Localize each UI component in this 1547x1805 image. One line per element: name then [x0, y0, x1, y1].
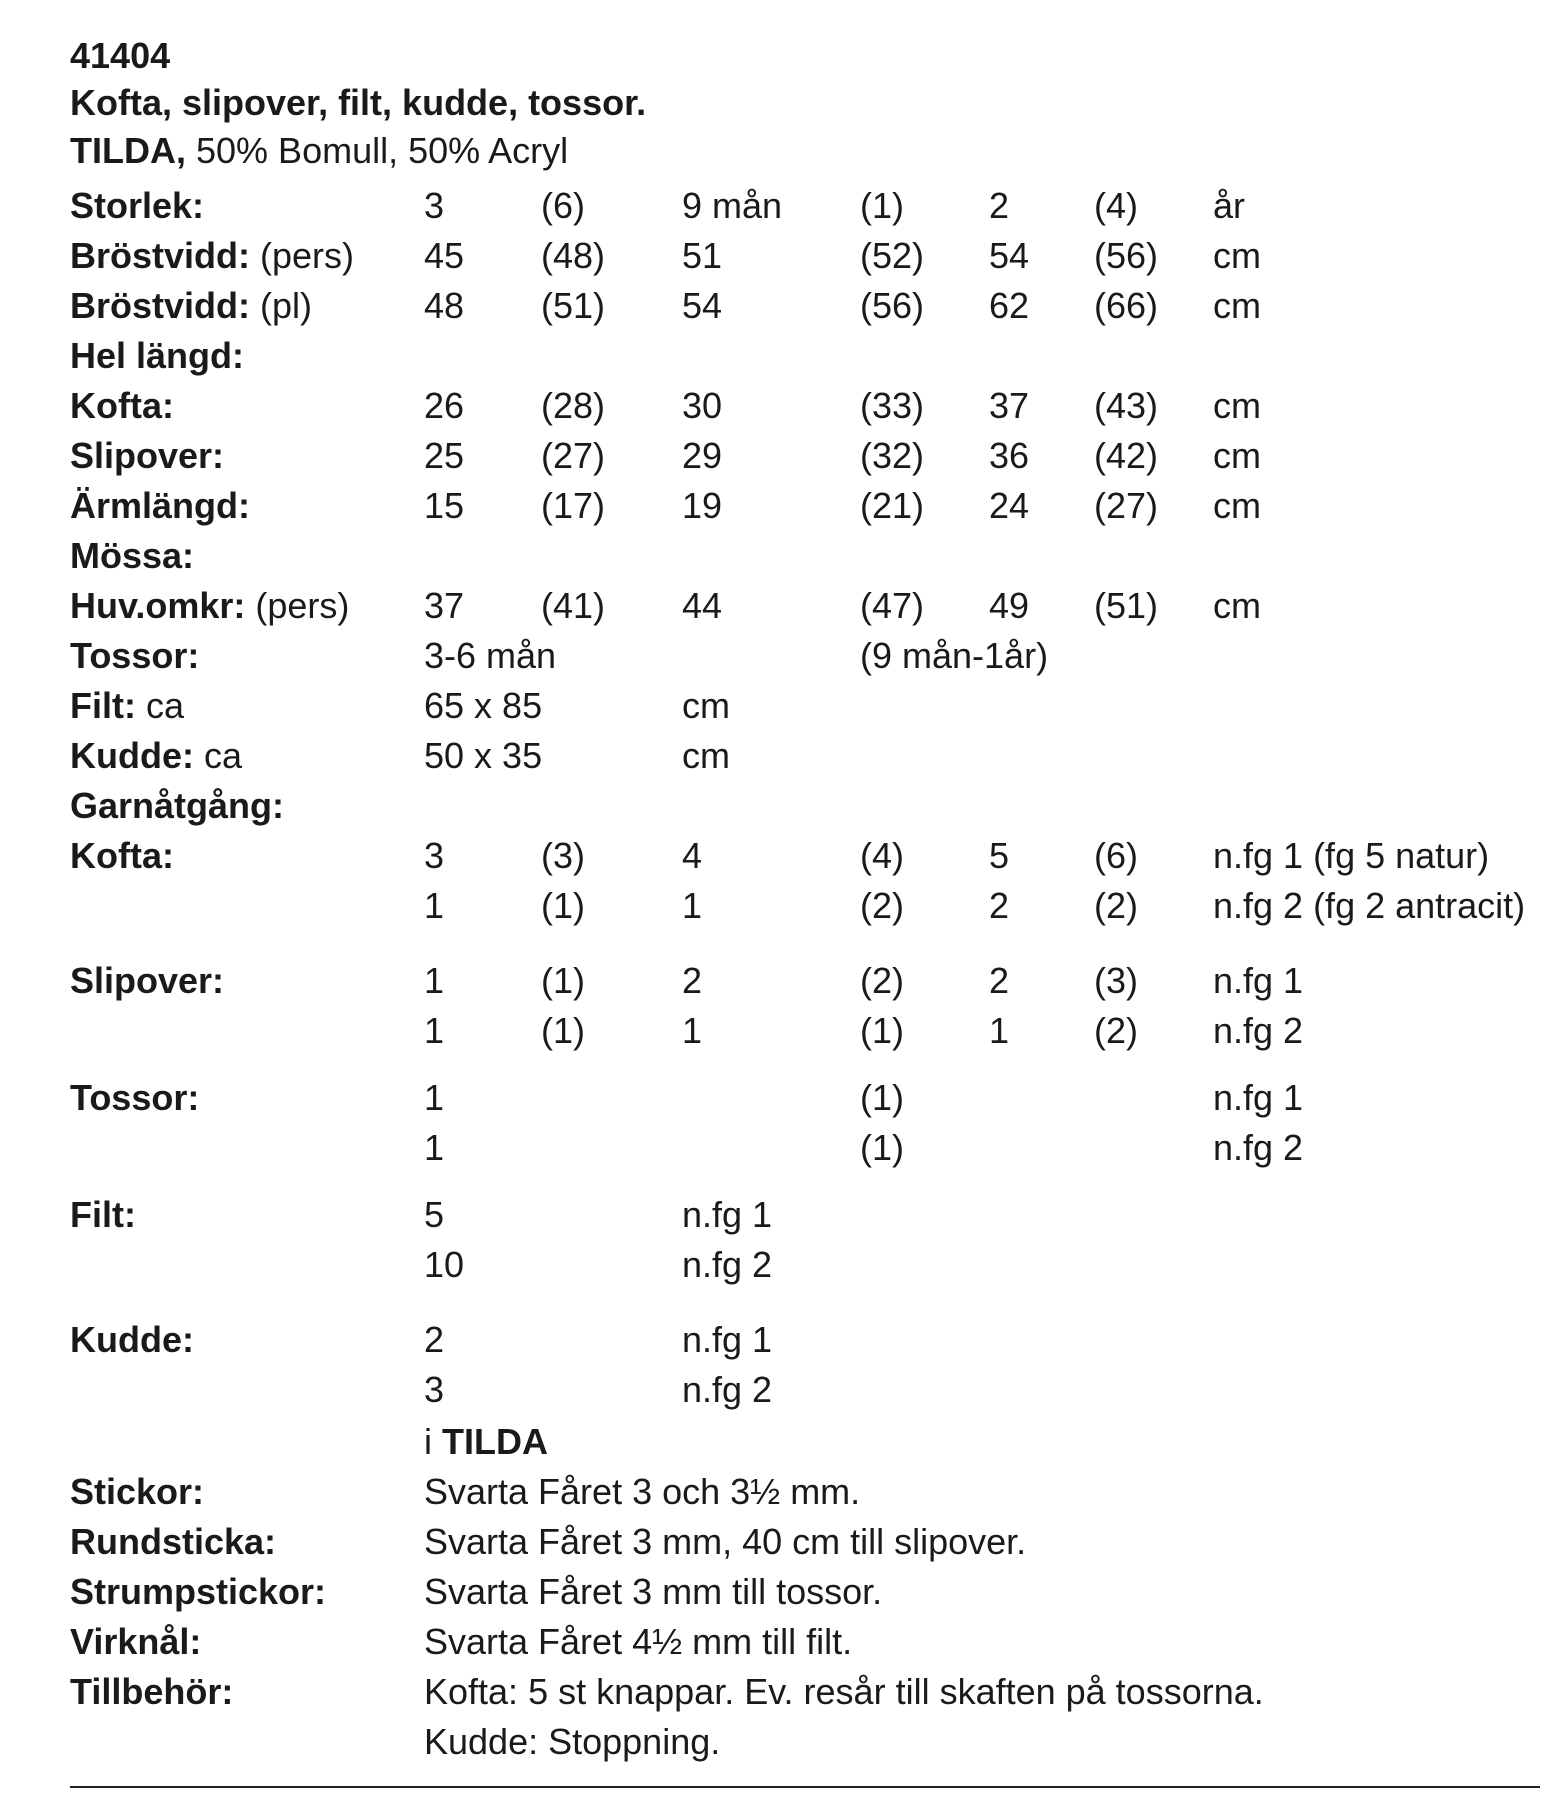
- yarn-label-tossor: Tossor:: [70, 1077, 200, 1118]
- yarn-cell: 5: [989, 835, 1010, 876]
- yarn-color: n.fg 1: [1213, 1077, 1304, 1118]
- row-label-brostvidd-pl: Bröstvidd: (pl): [70, 285, 313, 326]
- size-cell: 37: [424, 585, 465, 626]
- row-label-huvomkr: Huv.omkr: (pers): [70, 585, 350, 626]
- row-label-garnatgang: Garnåtgång:: [70, 785, 285, 826]
- size-cell: 51: [682, 235, 723, 276]
- yarn-label-kudde: Kudde:: [70, 1319, 194, 1360]
- yarn-cell: 1: [424, 1077, 445, 1118]
- yarn-cell: 2: [989, 960, 1010, 1001]
- bottom-rule: [70, 1786, 1540, 1788]
- yarn-cell: 1: [682, 885, 703, 926]
- size-cell: (27): [541, 435, 606, 476]
- yarn-cell: (1): [860, 1127, 904, 1168]
- size-cell: 19: [682, 485, 723, 526]
- size-cell: 49: [989, 585, 1030, 626]
- yarn-color: n.fg 2: [1213, 1010, 1304, 1051]
- yarn-color: n.fg 1: [1213, 960, 1304, 1001]
- yarn-cell: 1: [424, 960, 445, 1001]
- unit-cell: cm: [682, 685, 730, 726]
- size-cell: (47): [860, 585, 925, 626]
- unit-cell: cm: [1213, 285, 1261, 326]
- size-cell: 15: [424, 485, 465, 526]
- yarn-cell: (3): [541, 835, 585, 876]
- size-cell: (4): [1094, 185, 1138, 226]
- row-label-storlek: Storlek:: [70, 185, 205, 226]
- yarn-line: [70, 130, 569, 171]
- yarn-cell: (1): [541, 960, 585, 1001]
- yarn-cell: (2): [1094, 1010, 1138, 1051]
- yarn-color: n.fg 2: [682, 1244, 773, 1285]
- yarn-color: n.fg 1: [682, 1319, 773, 1360]
- size-cell: 26: [424, 385, 465, 426]
- yarn-cell: 4: [682, 835, 703, 876]
- size-cell: 65 x 85: [424, 685, 543, 726]
- yarn-cell: (4): [860, 835, 904, 876]
- row-label-hel-langd: Hel längd:: [70, 335, 245, 376]
- yarn-color: n.fg 2 (fg 2 antracit): [1213, 885, 1526, 926]
- pattern-number: 41404: [70, 35, 171, 76]
- size-cell: 45: [424, 235, 465, 276]
- size-cell: 25: [424, 435, 465, 476]
- yarn-cell: 1: [424, 1127, 445, 1168]
- tool-label-virknal: Virknål:: [70, 1621, 202, 1662]
- row-label-kofta: Kofta:: [70, 385, 174, 426]
- row-label-filt: Filt: ca: [70, 685, 185, 726]
- size-cell: (41): [541, 585, 606, 626]
- yarn-cell: (1): [860, 1010, 904, 1051]
- yarn-cell: (1): [860, 1077, 904, 1118]
- row-label-armlangd: Ärmlängd:: [70, 485, 250, 526]
- size-cell: 3: [424, 185, 445, 226]
- yarn-color: n.fg 1: [682, 1194, 773, 1235]
- size-cell: (56): [1094, 235, 1159, 276]
- tool-text: Kofta: 5 st knappar. Ev. resår till skaften på tossorna.: [424, 1671, 1264, 1712]
- size-cell: (1): [860, 185, 904, 226]
- size-cell: 62: [989, 285, 1030, 326]
- yarn-cell: (3): [1094, 960, 1138, 1001]
- size-cell: (21): [860, 485, 925, 526]
- row-label-mossa: Mössa:: [70, 535, 195, 576]
- yarn-cell: 1: [989, 1010, 1010, 1051]
- tool-label-tillbehor: Tillbehör:: [70, 1671, 234, 1712]
- tool-label-stickor: Stickor:: [70, 1471, 205, 1512]
- unit-cell: cm: [1213, 235, 1261, 276]
- size-cell: 44: [682, 585, 723, 626]
- size-cell: 48: [424, 285, 465, 326]
- size-cell: 37: [989, 385, 1030, 426]
- tool-text: Kudde: Stoppning.: [424, 1721, 721, 1762]
- yarn-cell: 10: [424, 1244, 465, 1285]
- yarn-cell: 1: [424, 885, 445, 926]
- row-label-brostvidd-pers: Bröstvidd: (pers): [70, 235, 355, 276]
- tool-label-strumpstickor: Strumpstickor:: [70, 1571, 327, 1612]
- size-cell: 2: [989, 185, 1010, 226]
- yarn-color: n.fg 2: [1213, 1127, 1304, 1168]
- unit-cell: cm: [1213, 435, 1261, 476]
- size-cell: (51): [1094, 585, 1159, 626]
- yarn-color: n.fg 2: [682, 1369, 773, 1410]
- tool-text: Svarta Fåret 3 och 3½ mm.: [424, 1471, 861, 1512]
- yarn-cell: 5: [424, 1194, 445, 1235]
- unit-cell: cm: [1213, 585, 1261, 626]
- yarn-cell: 2: [682, 960, 703, 1001]
- size-cell: (6): [541, 185, 585, 226]
- size-cell: (51): [541, 285, 606, 326]
- yarn-label-filt: Filt:: [70, 1194, 136, 1235]
- size-cell: 36: [989, 435, 1030, 476]
- size-cell: 54: [989, 235, 1030, 276]
- yarn-brand-note: i TILDA: [424, 1421, 548, 1462]
- tool-label-rundsticka: Rundsticka:: [70, 1521, 277, 1562]
- size-cell: (27): [1094, 485, 1159, 526]
- yarn-cell: 2: [424, 1319, 445, 1360]
- size-cell: (66): [1094, 285, 1159, 326]
- yarn-cell: 1: [682, 1010, 703, 1051]
- row-label-kudde: Kudde: ca: [70, 735, 243, 776]
- size-cell: (52): [860, 235, 925, 276]
- size-cell: 54: [682, 285, 723, 326]
- unit-cell: cm: [682, 735, 730, 776]
- yarn-cell: 1: [424, 1010, 445, 1051]
- tool-text: Svarta Fåret 3 mm, 40 cm till slipover.: [424, 1521, 1027, 1562]
- size-cell: (43): [1094, 385, 1159, 426]
- unit-cell: år: [1213, 185, 1246, 226]
- size-cell: (28): [541, 385, 606, 426]
- size-cell: (9 mån-1år): [860, 635, 1049, 676]
- row-label-slipover: Slipover:: [70, 435, 225, 476]
- yarn-cell: 3: [424, 1369, 445, 1410]
- yarn-cell: (6): [1094, 835, 1138, 876]
- row-label-tossor: Tossor:: [70, 635, 200, 676]
- pattern-title: Kofta, slipover, filt, kudde, tossor.: [70, 82, 647, 123]
- size-cell: (56): [860, 285, 925, 326]
- size-cell: (17): [541, 485, 606, 526]
- size-cell: (33): [860, 385, 925, 426]
- size-cell: (42): [1094, 435, 1159, 476]
- tool-text: Svarta Fåret 4½ mm till filt.: [424, 1621, 853, 1662]
- yarn-cell: (1): [541, 1010, 585, 1051]
- size-cell: 30: [682, 385, 723, 426]
- yarn-cell: (1): [541, 885, 585, 926]
- yarn-cell: (2): [860, 885, 904, 926]
- size-cell: 9 mån: [682, 185, 783, 226]
- size-cell: 50 x 35: [424, 735, 543, 776]
- yarn-label-slipover: Slipover:: [70, 960, 225, 1001]
- yarn-label-kofta: Kofta:: [70, 835, 174, 876]
- yarn-color: n.fg 1 (fg 5 natur): [1213, 835, 1490, 876]
- unit-cell: cm: [1213, 485, 1261, 526]
- yarn-cell: 3: [424, 835, 445, 876]
- size-cell: 29: [682, 435, 723, 476]
- size-cell: (48): [541, 235, 606, 276]
- yarn-cell: (2): [860, 960, 904, 1001]
- unit-cell: cm: [1213, 385, 1261, 426]
- size-cell: 24: [989, 485, 1030, 526]
- yarn-content: 50% Bomull, 50% Acryl: [196, 130, 569, 171]
- size-cell: (32): [860, 435, 925, 476]
- size-cell: 3-6 mån: [424, 635, 557, 676]
- yarn-cell: (2): [1094, 885, 1138, 926]
- yarn-cell: 2: [989, 885, 1010, 926]
- tool-text: Svarta Fåret 3 mm till tossor.: [424, 1571, 883, 1612]
- yarn-brand: TILDA,: [70, 130, 186, 171]
